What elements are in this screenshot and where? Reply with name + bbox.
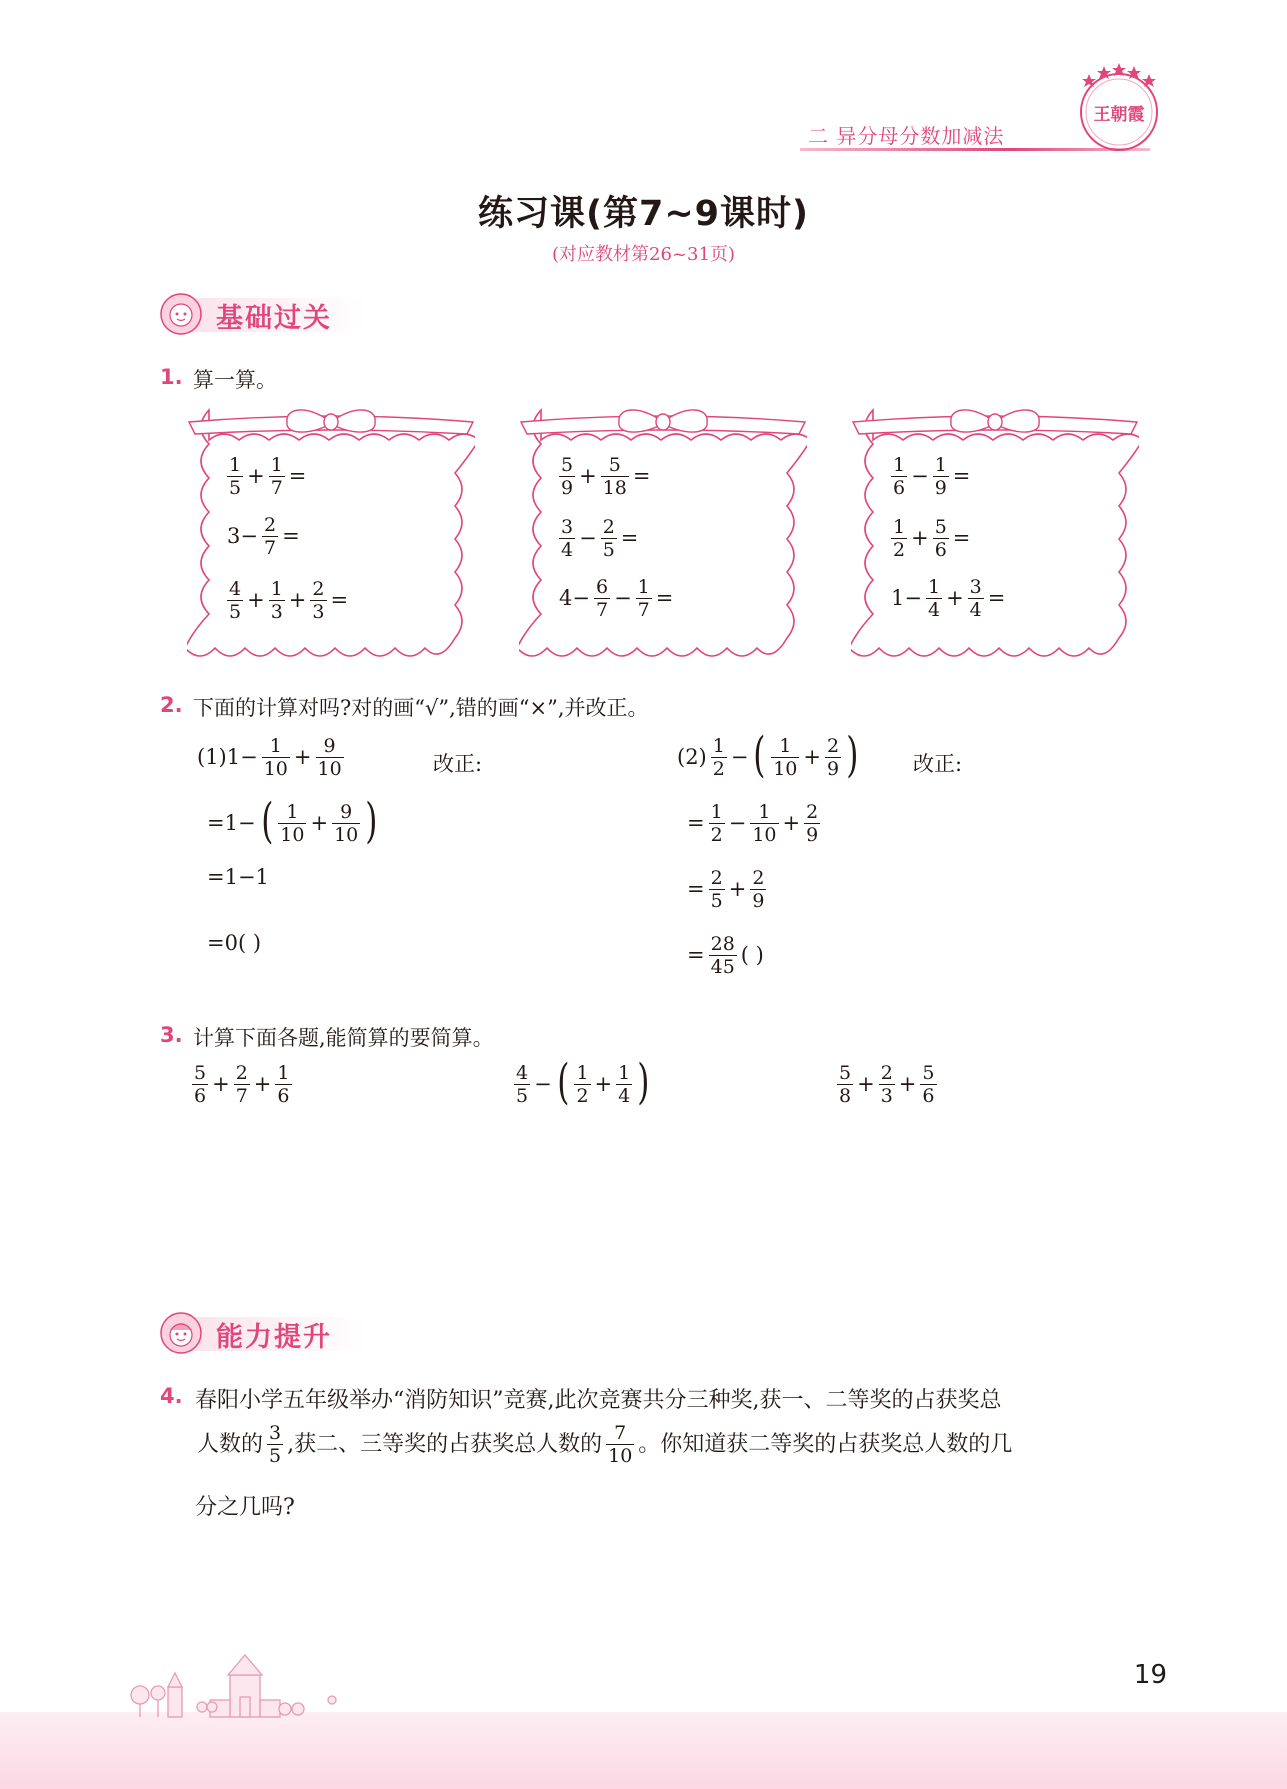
seal-text: 王朝霞 [1093, 105, 1145, 125]
fraction [933, 516, 949, 561]
fraction [920, 1062, 936, 1107]
fraction-denominator: 10 [773, 758, 798, 780]
page-subtitle: (对应教材第26~31页) [552, 244, 735, 265]
fraction-denominator: 6 [893, 477, 906, 499]
math-text: + [911, 526, 929, 550]
fraction-numerator: 5 [934, 516, 947, 538]
fraction-denominator: 6 [934, 539, 947, 561]
fraction-numerator: 2 [263, 514, 277, 536]
math-text: + [594, 1072, 613, 1096]
fraction-numerator: 2 [880, 1062, 893, 1084]
fraction-numerator: 3 [269, 1422, 282, 1444]
math-expression [889, 454, 972, 499]
fraction-denominator: 5 [269, 1445, 282, 1467]
working-line [205, 792, 381, 849]
math-expression [205, 792, 381, 849]
math-text: − [579, 526, 597, 550]
fraction-denominator: 3 [270, 601, 283, 623]
fraction [750, 867, 766, 912]
fraction-numerator: 5 [194, 1062, 207, 1084]
math-expression [512, 1053, 653, 1110]
fraction-denominator: 7 [637, 599, 650, 621]
math-text: = [330, 588, 349, 612]
math-expression [685, 867, 768, 912]
fraction-denominator: 6 [922, 1085, 935, 1107]
math-text: = [687, 943, 705, 967]
math-text: + [288, 588, 307, 612]
fraction-denominator: 2 [576, 1085, 589, 1107]
card-expression-row [225, 576, 350, 623]
question-text: 下面的计算对吗?对的画“√”,错的画“×”,并改正。 [193, 696, 649, 720]
math-expression [225, 514, 302, 559]
math-text: (2) [677, 745, 707, 769]
fraction-denominator: 2 [893, 539, 906, 561]
fraction-denominator: 5 [516, 1085, 529, 1107]
fraction-denominator: 7 [263, 537, 277, 559]
fraction-numerator: 4 [229, 578, 242, 600]
fraction-numerator: 5 [922, 1062, 935, 1084]
fraction-denominator: 5 [229, 601, 242, 623]
fraction-numerator: 1 [618, 1062, 631, 1084]
question-text: 算一算。 [193, 368, 277, 392]
fraction [711, 735, 727, 780]
math-expression [557, 454, 653, 499]
math-text: 人数的 [197, 1431, 264, 1457]
fraction-numerator: 1 [637, 576, 650, 598]
fraction-denominator: 4 [927, 599, 941, 621]
working-line [205, 933, 263, 954]
math-expression [225, 454, 308, 499]
working-line [205, 867, 271, 888]
fraction [879, 1062, 895, 1107]
math-text: = [687, 877, 705, 901]
fraction [559, 516, 575, 561]
fraction-numerator: 4 [516, 1062, 529, 1084]
fraction [262, 735, 290, 780]
fraction-numerator: 5 [561, 454, 574, 476]
working-line [195, 735, 346, 780]
fraction [267, 1422, 283, 1467]
fraction [310, 578, 326, 623]
fraction-numerator: 2 [752, 867, 765, 889]
fraction-denominator: 5 [710, 890, 723, 912]
math-text: = [655, 586, 674, 610]
fraction-numerator: 1 [893, 516, 906, 538]
math-text: + [247, 588, 265, 612]
chapter-title: 二 异分母分数加减法 [808, 124, 1005, 148]
fraction-numerator: 1 [576, 1062, 589, 1084]
fraction-numerator: 1 [270, 454, 283, 476]
math-text: =1− [207, 811, 256, 835]
question-text-line: 分之几吗? [195, 1495, 295, 1520]
fraction-denominator: 9 [806, 824, 819, 846]
calculation-item [835, 1062, 939, 1107]
math-text: + [728, 877, 747, 901]
fraction [771, 735, 799, 780]
math-text: = [987, 586, 1006, 610]
math-expression [675, 726, 862, 783]
cartoon-girl-icon [160, 293, 202, 335]
brand-seal-icon [1075, 58, 1163, 158]
fraction [262, 514, 278, 559]
math-text: =0( ) [207, 931, 262, 955]
math-text: 。你知道获二等奖的占获奖总人数的几 [638, 1431, 1013, 1457]
fraction-denominator: 9 [561, 477, 574, 499]
math-expression [190, 1062, 294, 1107]
fraction-numerator: 2 [806, 801, 819, 823]
card-expression-row [557, 452, 653, 499]
fraction [278, 801, 306, 846]
fraction [192, 1062, 208, 1107]
correction-label: 改正: [913, 752, 963, 776]
fraction-numerator: 5 [839, 1062, 852, 1084]
fraction-numerator: 1 [270, 578, 283, 600]
fraction-numerator: 1 [269, 735, 282, 757]
math-expression [835, 1062, 939, 1107]
fraction-denominator: 4 [561, 539, 574, 561]
fraction-numerator: 1 [893, 454, 906, 476]
fraction-denominator: 10 [752, 824, 777, 846]
fraction-denominator: 9 [752, 890, 765, 912]
fraction-numerator: 6 [595, 576, 609, 598]
fraction [926, 576, 942, 621]
fraction-denominator: 18 [602, 477, 627, 499]
question-text-line [195, 1422, 1014, 1467]
math-text: = [620, 526, 639, 550]
math-text: + [898, 1072, 917, 1096]
math-text: (1)1− [197, 745, 258, 769]
math-expression [195, 1422, 1014, 1467]
page-number: 19 [1133, 1660, 1167, 1690]
fraction [709, 867, 725, 912]
math-text: = [952, 526, 971, 550]
fraction-numerator: 1 [286, 801, 299, 823]
fraction-denominator: 5 [229, 477, 242, 499]
fraction-denominator: 6 [277, 1085, 290, 1107]
fraction [514, 1062, 530, 1107]
card-expression-row [225, 514, 302, 559]
page-title: 练习课(第7~9课时) [477, 194, 810, 234]
fraction [332, 801, 360, 846]
fraction [275, 1062, 291, 1107]
castle-decoration-icon [120, 1645, 380, 1720]
fraction-numerator: 1 [710, 801, 723, 823]
math-text: + [310, 811, 329, 835]
math-text: − [911, 464, 929, 488]
math-text: = [282, 524, 300, 548]
math-expression [889, 516, 972, 561]
math-text: = [952, 464, 971, 488]
fraction-denominator: 7 [595, 599, 609, 621]
fraction [804, 801, 820, 846]
fraction-denominator: 4 [969, 599, 982, 621]
math-expression [225, 578, 350, 623]
fraction-denominator: 5 [602, 539, 615, 561]
fraction [227, 578, 243, 623]
footer-band [0, 1712, 1287, 1789]
fraction-numerator: 1 [712, 735, 725, 757]
fraction [269, 578, 285, 623]
fraction-denominator: 3 [880, 1085, 893, 1107]
math-text: + [212, 1072, 230, 1096]
fraction [837, 1062, 853, 1107]
calculation-item [512, 1053, 653, 1110]
math-expression [195, 735, 346, 780]
fraction-numerator: 2 [602, 516, 615, 538]
math-text: = [687, 811, 705, 835]
math-text: + [803, 745, 821, 769]
math-text: ,获二、三等奖的占获奖总人数的 [287, 1431, 603, 1457]
correction-label: 改正: [433, 752, 483, 776]
fraction-numerator: 2 [826, 735, 840, 757]
math-text: + [857, 1072, 875, 1096]
card-expression-row [889, 576, 1007, 621]
math-expression [557, 576, 675, 621]
fraction [316, 735, 344, 780]
fraction-numerator: 9 [340, 801, 353, 823]
math-text: 1− [891, 586, 922, 610]
fraction-denominator: 10 [263, 758, 288, 780]
question-number: 1. [160, 365, 183, 389]
section-title-basic: 基础过关 [216, 303, 332, 334]
fraction-denominator: 10 [334, 824, 359, 846]
big-parenthesis: ( [753, 726, 766, 783]
fraction-denominator: 7 [235, 1085, 248, 1107]
fraction-numerator: 1 [758, 801, 771, 823]
fraction-numerator: 2 [312, 578, 325, 600]
big-parenthesis: ( [260, 792, 274, 849]
fraction-numerator: 2 [235, 1062, 248, 1084]
big-parenthesis: ) [846, 726, 859, 783]
math-text: = [632, 464, 651, 488]
fraction-denominator: 10 [608, 1445, 633, 1467]
big-parenthesis: ) [637, 1053, 650, 1110]
fraction-numerator: 3 [969, 576, 982, 598]
fraction [891, 454, 907, 499]
fraction-numerator: 1 [277, 1062, 290, 1084]
card-expression-row [889, 514, 972, 561]
math-expression [685, 801, 822, 846]
fraction [968, 576, 984, 621]
fraction [825, 735, 841, 780]
fraction-numerator: 1 [927, 576, 941, 598]
fraction-denominator: 9 [826, 758, 840, 780]
math-text: − [728, 811, 747, 835]
fraction-numerator: 5 [608, 454, 621, 476]
fraction [891, 516, 907, 561]
fraction [594, 576, 610, 621]
fraction-denominator: 6 [194, 1085, 207, 1107]
math-text: + [293, 745, 312, 769]
fraction [636, 576, 652, 621]
cartoon-boy-icon [160, 1312, 202, 1354]
fraction-denominator: 10 [280, 824, 305, 846]
fraction [269, 454, 285, 499]
big-parenthesis: ) [365, 792, 378, 849]
card-expression-row [889, 452, 972, 499]
math-expression [205, 867, 271, 888]
fraction [574, 1062, 590, 1107]
fraction [227, 454, 243, 499]
card-expression-row [557, 514, 640, 561]
fraction-denominator: 7 [270, 477, 283, 499]
fraction-denominator: 4 [618, 1085, 631, 1107]
fraction-numerator: 7 [614, 1422, 627, 1444]
math-text: ( ) [740, 943, 764, 967]
fraction-numerator: 9 [323, 735, 336, 757]
calculation-item [190, 1062, 294, 1107]
section-title-advanced: 能力提升 [216, 1322, 332, 1353]
question-number: 2. [160, 693, 183, 717]
math-expression [557, 516, 640, 561]
math-expression [685, 933, 766, 978]
fraction [601, 516, 617, 561]
fraction [709, 933, 737, 978]
fraction [606, 1422, 634, 1467]
card-expression-row [225, 452, 308, 499]
math-expression [889, 576, 1007, 621]
big-parenthesis: ( [556, 1053, 570, 1110]
fraction-denominator: 8 [839, 1085, 852, 1107]
math-expression [205, 933, 263, 954]
fraction-numerator: 3 [561, 516, 574, 538]
fraction [709, 801, 725, 846]
fraction-denominator: 45 [710, 956, 735, 978]
math-text: =1−1 [207, 865, 269, 889]
math-text: − [534, 1072, 552, 1096]
math-text: + [253, 1072, 272, 1096]
math-text: 4− [559, 586, 590, 610]
math-text: + [247, 464, 265, 488]
math-text: + [946, 586, 964, 610]
question-number: 4. [160, 1384, 183, 1408]
math-text: = [288, 464, 307, 488]
fraction-numerator: 1 [229, 454, 242, 476]
math-text: + [782, 811, 801, 835]
fraction-denominator: 2 [712, 758, 725, 780]
question-text-line: 春阳小学五年级举办“消防知识”竞赛,此次竞赛共分三种奖,获一、二等奖的占获奖总 [195, 1388, 1002, 1413]
question-text: 计算下面各题,能简算的要简算。 [193, 1026, 494, 1050]
fraction-numerator: 28 [710, 933, 735, 955]
fraction [559, 454, 575, 499]
fraction [234, 1062, 250, 1107]
fraction-denominator: 3 [312, 601, 325, 623]
working-line [685, 801, 822, 846]
card-expression-row [557, 576, 675, 621]
math-text: − [614, 586, 632, 610]
question-number: 3. [160, 1023, 183, 1047]
working-line [685, 933, 766, 978]
fraction [601, 454, 629, 499]
working-line [675, 726, 862, 783]
fraction [750, 801, 778, 846]
math-text: − [730, 745, 749, 769]
fraction-denominator: 9 [934, 477, 947, 499]
fraction [933, 454, 949, 499]
fraction-numerator: 1 [779, 735, 792, 757]
fraction [616, 1062, 632, 1107]
math-text: + [579, 464, 597, 488]
fraction-numerator: 1 [934, 454, 947, 476]
working-line [685, 867, 768, 912]
fraction-numerator: 2 [710, 867, 723, 889]
fraction-denominator: 2 [710, 824, 723, 846]
math-text: 3− [227, 524, 258, 548]
fraction-denominator: 10 [317, 758, 342, 780]
